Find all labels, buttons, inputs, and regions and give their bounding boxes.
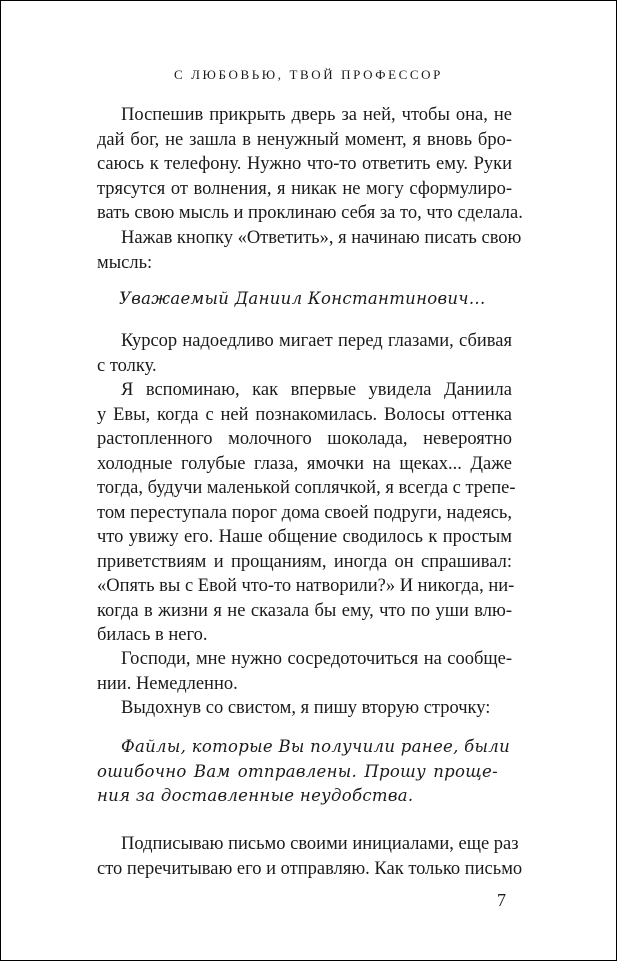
paragraph-line: Я вспоминаю, как впервые увидела Даниила <box>121 380 512 400</box>
paragraph-line: Выдохнув со свистом, я пишу вторую строчку: <box>121 698 491 718</box>
paragraph-line: Подписываю письмо своими инициалами, еще раз <box>121 834 519 854</box>
paragraph-line: холодные голубые глаза, ямочки на щеках... Даже <box>97 453 512 474</box>
paragraph-line: вать свою мысль и проклинаю себя за то, что сделала. <box>97 203 523 223</box>
paragraph-line: саюсь к телефону. Нужно что-то ответить ему. Руки <box>97 154 512 174</box>
paragraph-line: сто перечитываю его и отправляю. Как только письмо <box>97 858 523 879</box>
paragraph-line: что увижу его. Наше общение сводилось к простым <box>97 527 512 547</box>
italic-quote-line: Файлы, которые Вы получили ранее, были <box>121 737 511 756</box>
running-head: С ЛЮБОВЬЮ, ТВОЙ ПРОФЕССОР <box>174 67 443 82</box>
paragraph-line: мысль: <box>97 252 153 273</box>
paragraph-line: приветствиям и прощаниям, иногда он спрашивал: <box>97 551 512 572</box>
paragraph-line: «Опять вы с Евой что-то натворили?» И никогда, ни- <box>97 576 515 596</box>
paragraph-line: билась в него. <box>97 625 208 645</box>
page-number: 7 <box>497 890 506 910</box>
paragraph-line: растопленного молочного шоколада, невероятно <box>97 429 512 449</box>
paragraph-line: Поспешив прикрыть дверь за ней, чтобы она, не <box>121 105 512 125</box>
paragraph-line: нии. Немедленно. <box>97 673 238 694</box>
paragraph-line: Нажав кнопку «Ответить», я начинаю писать свою <box>121 228 522 248</box>
paragraph-line: Господи, мне нужно сосредоточиться на сообще- <box>121 649 512 669</box>
paragraph-line: дай бог, не зашла в ненужный момент, я вновь бро- <box>97 129 512 150</box>
italic-quote-line: Уважаемый Даниил Константинович... <box>119 289 486 308</box>
paragraph-line: у Евы, когда с ней познакомилась. Волосы оттенка <box>97 404 512 425</box>
paragraph-line: когда в жизни я не сказала бы ему, что по уши влю- <box>97 600 512 621</box>
paragraph-line: том переступала порог дома своей подруги, надеясь, <box>97 502 512 523</box>
paragraph-line: Курсор надоедливо мигает перед глазами, сбивая <box>121 331 512 351</box>
italic-quote-line: ошибочно Вам отправлены. Прошу проще- <box>97 761 498 781</box>
italic-quote-line: ния за доставленные неудобства. <box>97 786 414 805</box>
paragraph-line: тогда, будучи маленькой соплячкой, я всегда с трепе- <box>97 478 516 498</box>
paragraph-line: с толку. <box>97 355 157 376</box>
paragraph-line: трясутся от волнения, я никак не могу сформулиро- <box>97 178 512 199</box>
